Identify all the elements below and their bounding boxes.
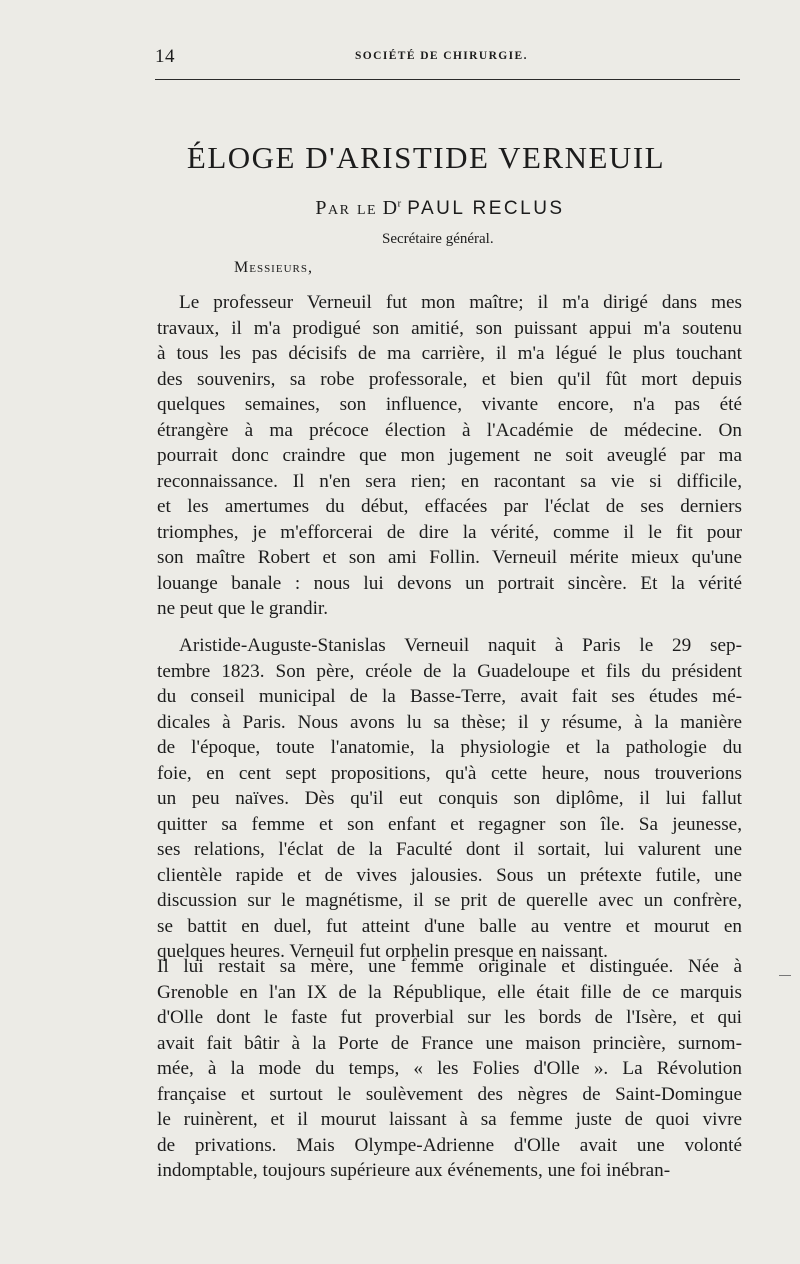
byline-title-abbrev: D — [382, 197, 398, 219]
header-rule — [155, 79, 740, 80]
text-line: triomphes, je m'efforcerai de dire la vérité, comme il le fit pour — [157, 521, 742, 543]
text-line: à tous les pas décisifs de ma carrière, il m'a légué le plus touchant — [157, 343, 742, 364]
text-line: de l'époque, toute l'anatomie, la physiologie et la pathologie du — [157, 737, 742, 758]
text-line: pourrait donc craindre que mon jugement ne soit aveuglé par ma — [157, 445, 742, 466]
text-line: se battit en duel, fut atteint d'une balle au ventre et mourut en — [157, 915, 742, 937]
text-line: quelques semaines, son influence, vivante encore, n'a pas été — [157, 394, 742, 415]
text-line: discussion sur le magnétisme, il se prit de querelle avec un confrère, — [157, 890, 742, 911]
text-line: Aristide-Auguste-Stanislas Verneuil naquit à Paris le 29 sep- — [179, 635, 742, 656]
text-line: Il lui restait sa mère, une femme originale et distinguée. Née à — [157, 956, 742, 977]
page-number: 14 — [155, 46, 175, 67]
text-line: et les amertumes du début, effacées par l'éclat de ses derniers — [157, 496, 742, 517]
text-line: travaux, il m'a prodigué son amitié, son puissant appui m'a soutenu — [157, 317, 742, 339]
paragraph-3 — [157, 954, 742, 1184]
running-header — [155, 46, 740, 72]
margin-mark — [779, 975, 791, 976]
text-line: Grenoble en l'an IX de la République, elle était fille de ce marquis — [157, 981, 742, 1003]
running-title: SOCIÉTÉ DE CHIRURGIE. — [355, 50, 528, 62]
byline-title — [383, 197, 402, 219]
text-line: des souvenirs, sa robe professorale, et bien qu'il fût mort depuis — [157, 368, 742, 390]
text-line: ne peut que le grandir. — [157, 598, 329, 619]
text-line: son maître Robert et son ami Follin. Verneuil mérite mieux qu'une — [157, 547, 742, 568]
text-line: foie, en cent sept propositions, qu'à cette heure, nous trouverions — [157, 762, 742, 784]
author-role: Secrétaire général. — [382, 231, 494, 247]
text-line: louange banale : nous lui devons un portrait sincère. Et la vérité — [157, 572, 742, 594]
text-line: le ruinèrent, et il mourut laissant à sa femme juste de quoi vivre — [157, 1109, 742, 1130]
text-line: mée, à la mode du temps, « les Folies d'Olle ». La Révolution — [157, 1058, 742, 1079]
text-line: quelques heures. Verneuil fut orphelin presque en naissant. — [157, 941, 608, 962]
text-line: d'Olle dont le faste fut proverbial sur les bords de l'Isère, et qui — [157, 1007, 742, 1028]
byline-title-sup: r — [397, 197, 402, 210]
text-line: du conseil municipal de la Basse-Terre, avait fait ses études mé- — [157, 686, 742, 707]
author-name: PAUL RECLUS — [407, 198, 565, 219]
text-line: dicales à Paris. Nous avons lu sa thèse; il y résume, à la manière — [157, 711, 742, 733]
text-line: indomptable, toujours supérieure aux événements, une foi inébran- — [157, 1160, 671, 1181]
paragraph-2 — [157, 633, 742, 965]
salutation: Messieurs, — [234, 259, 313, 276]
text-line: clientèle rapide et de vives jalousies. Sous un prétexte futile, une — [157, 864, 742, 886]
text-line: étrangère à ma précoce élection à l'Académie de médecine. On — [157, 419, 742, 441]
text-line: reconnaissance. Il n'en sera rien; en racontant sa vie si difficile, — [157, 470, 742, 492]
text-line: Le professeur Verneuil fut mon maître; il m'a dirigé dans mes — [179, 292, 742, 313]
text-line: française et surtout le soulèvement des nègres de Saint-Domingue — [157, 1083, 742, 1105]
text-line: ses relations, l'éclat de la Faculté dont il sortait, lui valurent une — [157, 839, 742, 860]
byline-prefix: Par le — [315, 197, 378, 219]
text-line: quitter sa femme et son enfant et regagner son île. Sa jeunesse, — [157, 813, 742, 835]
text-line: avait fait bâtir à la Porte de France une maison princière, surnom- — [157, 1032, 742, 1054]
text-line: de privations. Mais Olympe-Adrienne d'Olle avait une volonté — [157, 1134, 742, 1156]
article-title: ÉLOGE D'ARISTIDE VERNEUIL — [186, 140, 666, 175]
text-line: tembre 1823. Son père, créole de la Guadeloupe et fils du président — [157, 660, 742, 682]
paragraph-1 — [157, 290, 742, 622]
text-line: un peu naïves. Dès qu'il eut conquis son diplôme, il lui fallut — [157, 788, 742, 809]
byline — [40, 197, 800, 220]
